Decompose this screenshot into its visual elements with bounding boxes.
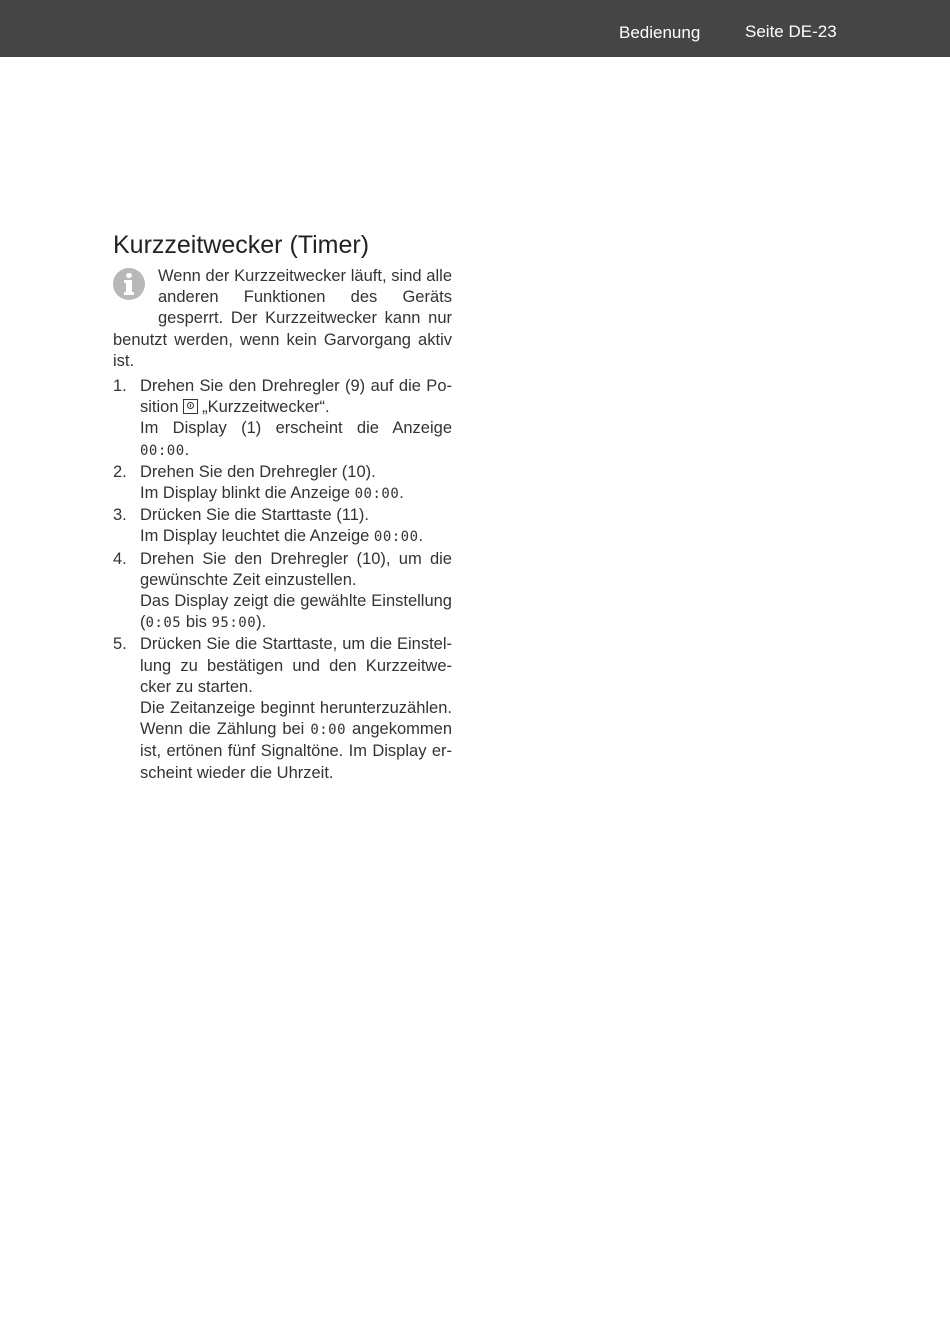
step-number: 4. <box>113 549 127 568</box>
list-item: 1. Drehen Sie den Drehregler (9) auf die Po-sition „Kurzzeitwecker“. Im Display (1) erscheint die Anzeige 00:00. <box>113 377 452 459</box>
step-result: Im Display (1) erscheint die Anzeige <box>140 419 452 438</box>
info-note-text: Wenn der Kurzzeitwecker läuft, sind alle anderen Funktionen des Geräts gesperrt. Der Kurzzeitwecker kann nur benutzt werden, wenn kein Garvorgang aktiv ist. <box>113 267 452 370</box>
info-icon <box>113 268 145 300</box>
list-item: 2. Drehen Sie den Drehregler (10). Im Display blinkt die Anzeige 00:00. <box>113 462 404 503</box>
list-item <box>113 634 452 783</box>
step-text: Drücken Sie die Starttaste, um die Einstel-lung zu bestätigen und den Kurzzeitwe-cker zu starten. <box>140 635 452 696</box>
display-readout: 00:00 <box>140 442 185 459</box>
display-readout: 00:00 <box>354 486 400 503</box>
range-separator: bis <box>185 613 207 632</box>
step-result: angekommen ist, ertönen fünf Signaltöne. Im Display er-scheint wieder die Uhrzeit. <box>140 720 452 782</box>
step-text: Drücken Sie die Starttaste (11). <box>140 506 369 525</box>
header-bar <box>0 0 950 57</box>
display-readout: 0:00 <box>310 722 347 739</box>
step-text: Drehen Sie den Drehregler (9) auf die Po-sition <box>140 377 452 417</box>
step-text: Drehen Sie den Drehregler (10). <box>140 462 376 481</box>
step-text: Drehen Sie den Drehregler (10), um die gewünschte Zeit einzustellen. <box>140 549 452 589</box>
step-result: Die Zeitanzeige beginnt herunterzuzählen. Wenn die Zählung bei <box>140 699 452 739</box>
step-result: Im Display blinkt die Anzeige <box>140 484 351 503</box>
display-readout-max: 95:00 <box>211 615 257 632</box>
step-result: Das Display zeigt die gewählte Einstellung <box>140 592 452 611</box>
list-item: 4. Drehen Sie den Drehregler (10), um die gewünschte Zeit einzustellen. Das Display zeigt die gewählte Einstellung (0:05 bis 95:00). <box>113 549 452 632</box>
display-readout: 00:00 <box>373 529 419 546</box>
step-number: 2. <box>113 462 127 481</box>
steps-list <box>113 376 452 784</box>
page-content <box>113 230 452 784</box>
step-number: 1. <box>113 377 127 396</box>
step-number: 5. <box>113 635 127 654</box>
info-note <box>113 266 452 372</box>
step-number: 3. <box>113 506 127 525</box>
header-section-title: Bedienung <box>619 23 701 42</box>
list-item: 3. Drücken Sie die Starttaste (11). Im Display leuchtet die Anzeige 00:00. <box>113 506 424 546</box>
step-result: Im Display leuchtet die Anzeige <box>140 527 370 546</box>
display-readout-min: 0:05 <box>145 615 182 632</box>
page-title: Kurzzeitwecker (Timer) <box>113 231 370 259</box>
header-page-number: Seite DE-23 <box>745 22 837 41</box>
step-text: „Kurzzeitwecker“. <box>202 398 330 417</box>
timer-icon <box>183 399 198 414</box>
